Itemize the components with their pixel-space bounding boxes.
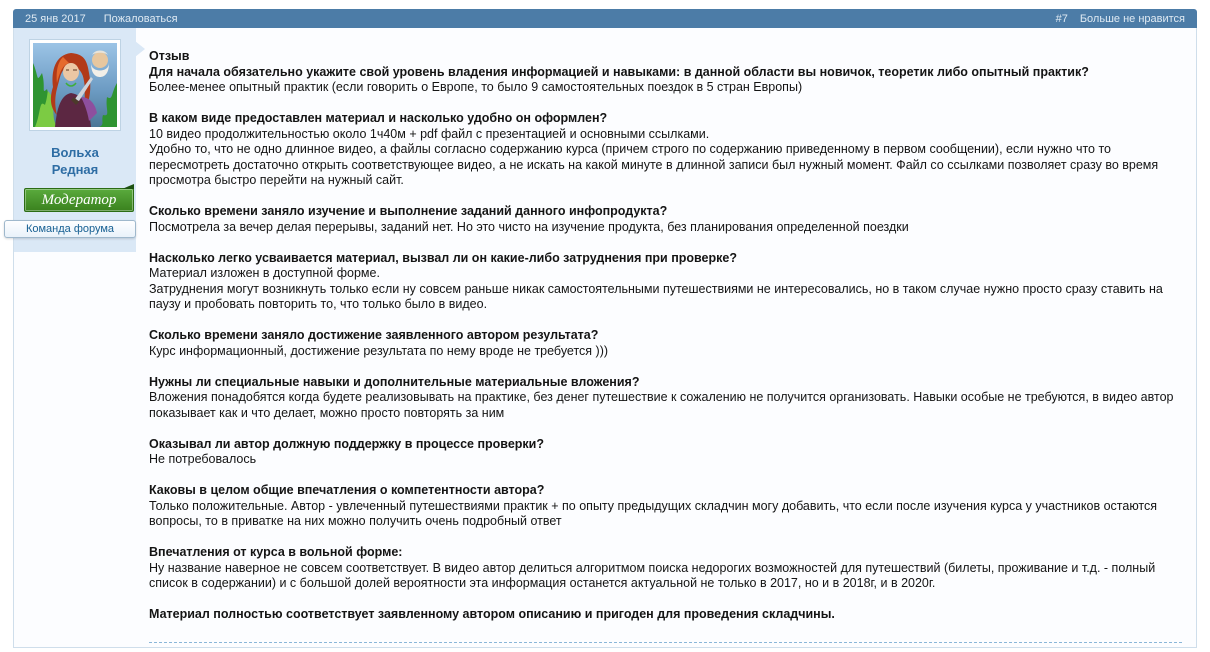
forum-post [13,9,1197,648]
post-header-left [25,13,178,25]
question-line: Сколько времени заняло изучение и выполнение заданий данного инфопродукта? [149,204,668,218]
unlike-link[interactable]: Больше не нравится [1079,12,1185,25]
post-blocks [149,49,1182,640]
answer-line: Только положительные. Автор - увлеченный путешествиями практик + по опыту предыдущих складчин могу добавить, что если после изучения курса у участников остаются вопросы, то в приватке на них можно получить очень подробный ответ [149,498,1161,528]
post-date-link[interactable]: 25 янв 2017 [25,12,86,25]
post-block [149,437,1182,468]
post-block [149,328,1182,359]
post-block [149,111,1182,189]
signature-divider [149,642,1182,643]
question-line: Отзыв [149,49,190,63]
answer-line: Ну название наверное не совсем соответствует. В видео автор делиться алгоритмом поиска недорогих возможностей для путешествий (билеты, проживание и т.д. - полный список в содержании) и с большой долей вероятности эта информация останется актуальной не только в 2017, но и в 2018г, и в 2020г. [149,560,1159,590]
answer-line: 10 видео продолжительностью около 1ч40м + pdf файл с презентацией и основными ссылками. [149,126,710,141]
post-number-link[interactable]: #7 [1055,12,1068,25]
post-header-right [1056,13,1185,25]
question-line: Сколько времени заняло достижение заявленного автором результата? [149,328,599,342]
question-line: Для начала обязательно укажите свой уровень владения информацией и навыками: в данной области вы новичок, теоретик либо опытный практик? [149,64,1089,79]
user-column [14,28,136,647]
post-block [149,545,1182,592]
forum-team-badge: Команда форума [4,220,136,238]
question-line: Материал полностью соответствует заявленному автором описанию и пригоден для проведения складчины. [149,607,835,621]
post-block [149,375,1182,422]
answer-line: Затруднения могут возникнуть только если ну совсем раньше никак самостоятельными путешествиями не интересовались, но в таком случае нужно просто сразу ставить на паузу и пробовать повторить то, что только было в видео. [149,281,1167,311]
moderator-banner [24,188,134,212]
answer-line: Материал изложен в доступной форме. [149,266,380,280]
username-link[interactable] [14,144,136,178]
fantasy-avatar-icon [33,43,117,127]
answer-line: Посмотрела за вечер делая перерывы, заданий нет. Но это чисто на изучение продукта, без планирования определенной поездки [149,219,909,234]
post-block [149,607,1182,623]
message-bubble-arrow-icon [135,41,145,57]
answer-line: Не потребовалось [149,452,257,466]
post-block [149,251,1182,313]
post-block [149,204,1182,235]
moderator-banner-label: Модератор [41,192,117,208]
answer-line: Вложения понадобятся когда будете реализовывать на практике, без денег путешествие к сожалению не получится организовать. Навыки особые не требуются, в видео автор показывает как и что делает, можно просто повторять за ним [149,390,1177,420]
username-line2: Редная [51,162,99,177]
question-line: Каковы в целом общие впечатления о компетентности автора? [149,483,545,497]
answer-line: Курс информационный, достижение результата по нему вроде не требуется ))) [149,343,609,358]
avatar[interactable] [29,39,121,131]
question-line: Насколько легко усваивается материал, вызвал ли он какие-либо затруднения при проверке? [149,250,737,265]
post-content [136,28,1196,647]
question-line: Оказывал ли автор должную поддержку в процессе проверки? [149,436,544,451]
question-line: Впечатления от курса в вольной форме: [149,545,403,559]
username-line1: Вольха [51,145,99,160]
post-body [13,28,1197,648]
answer-line: Удобно то, что не одно длинное видео, а файлы согласно содержанию курса (причем строго по содержанию приведенному в первом сообщении), если нужно что то пересмотреть достаточно открыть соответствующее видео, а не искать на какой минуте в длинной записи был нужный момент. Файл со ссылками позволяет сразу во время просмотра быстро перейти на нужный сайт. [149,142,1162,187]
post-block [149,483,1182,530]
post-header-bar [13,9,1197,28]
post-block [149,49,1182,96]
question-line: В каком виде предоставлен материал и насколько удобно он оформлен? [149,111,608,125]
report-link[interactable]: Пожаловаться [103,12,178,25]
answer-line: Более-менее опытный практик (если говорить о Европе, то было 9 самостоятельных поездок в 5 стран Европы) [149,80,803,94]
user-info-panel [14,28,136,252]
question-line: Нужны ли специальные навыки и дополнительные материальные вложения? [149,374,640,389]
